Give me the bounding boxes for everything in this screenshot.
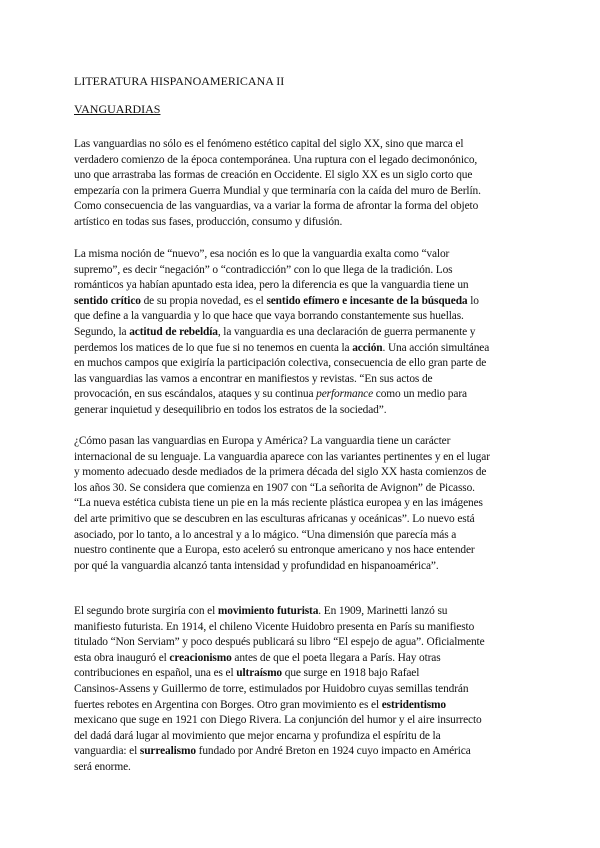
text-line: Cansinos-Assens y Guillermo de torre, estimulados por Huidobro cuyas semillas tendrán: [74, 682, 469, 695]
text-line: mexicano que suge en 1921 con Diego Rivera. La conjunción del humor y el aire insurrecto: [74, 714, 482, 727]
text-line: Como consecuencia de las vanguardias, va a variar la forma de afrontar la forma del objeto: [74, 200, 479, 213]
text-run: antes de que el poeta llegara a París. Hay otras: [231, 651, 441, 664]
bold-term-estridentismo: estridentismo: [381, 698, 446, 711]
text-line: [74, 651, 534, 667]
text-line: “La nueva estética cubista tiene un pie en la más reciente plástica europea y en las imágenes: [74, 497, 483, 510]
text-line: internacional de su lenguaje. La vanguardia aparece con las variantes pertinentes y en el lugar: [74, 450, 490, 463]
text-run: , la vanguardia es una declaración de guerra permanente y: [217, 325, 476, 338]
text-line: y momento adecuado desde mediados de la primera década del siglo XX hasta comienzos de: [74, 466, 487, 479]
text-line: [74, 387, 534, 403]
text-line: generar inquietud y desequilibrio en todos los estratos de la sociedad”.: [74, 403, 387, 416]
text-line: [74, 698, 534, 714]
text-line: [74, 666, 534, 682]
text-run: . Una acción simultánea: [382, 341, 490, 354]
text-line: [74, 341, 534, 357]
text-run: . En 1909, Marinetti lanzó su: [318, 605, 448, 617]
text-line: asociado, por lo tanto, a lo ancestral y a lo mágico. “Una dimensión que parecía más a: [74, 528, 457, 541]
text-line: uno que arrastraba las formas de creación en Occidente. El siglo XX es un siglo corto que: [74, 169, 473, 182]
paragraph-2: [74, 247, 534, 419]
bold-term-sentido-critico: sentido crítico: [74, 294, 141, 307]
text-line: las vanguardias las vamos a encontrar en manifiestos y revistas. “En sus actos de: [74, 372, 433, 385]
text-line: [74, 744, 534, 760]
text-line: empezaría con la primera Guerra Mundial y que terminaría con la caída del muro de Berlín.: [74, 184, 481, 197]
text-line: titulado “Non Serviam” y poco después publicará su libro “El espejo de agua”. Oficialmente: [74, 636, 485, 649]
text-line: [74, 325, 534, 341]
bold-term-sentido-efimero: sentido efímero e incesante de la búsqueda: [266, 294, 468, 307]
text-run: perdemos los matices de lo que fue si no tenemos en cuenta la: [74, 341, 353, 354]
text-line: ¿Cómo pasan las vanguardias en Europa y América? La vanguardia tiene un carácter: [74, 435, 451, 447]
text-line: manifiesto futurista. En 1914, el chileno Vicente Huidobro presenta en París su manifiesto: [74, 620, 475, 633]
paragraph-3: [74, 434, 534, 574]
text-run: Segundo, la: [74, 325, 130, 338]
paragraph-1: [74, 137, 534, 231]
text-line: en muchos campos que exigiría la participación colectiva, consecuencia de ello gran parte de: [74, 357, 487, 370]
text-run: que surge en 1918 bajo Rafael: [282, 667, 420, 680]
text-run: El segundo brote surgiría con el: [74, 605, 218, 617]
text-run: esta obra inauguró el: [74, 651, 170, 664]
text-run: provocación, en sus escándalos, ataques y su continua: [74, 388, 317, 401]
bold-term-accion: acción: [352, 341, 383, 354]
text-run: fuertes rebotes en Argentina con Borges. Otro gran movimiento es el: [74, 698, 382, 711]
text-line: los años 30. Se considera que comienza en 1907 con “La señorita de Avignon” de Picasso.: [74, 481, 475, 494]
bold-term-surrealismo: surrealismo: [139, 745, 196, 758]
text-run: vanguardia: el: [74, 745, 140, 758]
text-line: supremo”, es decir “negación” o “contradicción” con lo que llega de la tradición. Los: [74, 263, 453, 276]
text-line: artístico en todas sus fases, producción, consumo y difusión.: [74, 215, 343, 228]
text-line: [74, 604, 534, 620]
text-line: La misma noción de “nuevo”, esa noción es lo que la vanguardia exalta como “valor: [74, 248, 450, 260]
section-heading: VANGUARDIAS: [74, 102, 161, 116]
text-run: fundado por André Breton en 1924 cuyo impacto en América: [195, 745, 471, 758]
paragraph-4: [74, 604, 534, 776]
text-line: [74, 294, 534, 310]
bold-term-actitud-rebeldia: actitud de rebeldía: [129, 325, 218, 338]
text-line: Las vanguardias no sólo es el fenómeno estético capital del siglo XX, sino que marca el: [74, 138, 464, 150]
text-run: como un medio para: [373, 388, 467, 401]
italic-term-performance: performance: [316, 388, 374, 401]
bold-term-movimiento-futurista: movimiento futurista: [217, 605, 319, 617]
bold-term-ultraismo: ultraísmo: [236, 667, 283, 680]
text-line: nuestro continente que a Europa, esto aceleró su entronque americano y nos hace entender: [74, 544, 475, 557]
document-title: LITERATURA HISPANOAMERICANA II: [74, 74, 285, 88]
text-line: del dadá dará lugar al movimiento que mejor encarna y profundiza el espíritu de la: [74, 729, 441, 742]
text-run: contribuciones en español, una es el: [74, 667, 237, 680]
text-line: que define a la vanguardia y lo que hace que vaya borrando constantemente sus huellas.: [74, 310, 464, 323]
text-line: románticos ya habían apuntado esta idea, pero la diferencia es que la vanguardia tiene un: [74, 279, 469, 292]
text-line: será enorme.: [74, 760, 131, 773]
text-run: de su propia novedad, es el: [140, 294, 267, 307]
bold-term-creacionismo: creacionismo: [169, 651, 232, 664]
text-run: lo: [467, 294, 479, 307]
text-line: verdadero comienzo de la época contemporánea. Una ruptura con el legado decimonónico,: [74, 153, 478, 166]
text-line: por qué la vanguardia alcanzó tanta intensidad y profundidad en hispanoamérica”.: [74, 559, 439, 572]
text-line: del arte primitivo que se descubren en las esculturas africanas y oceánicas”. Lo nuevo está: [74, 512, 475, 525]
